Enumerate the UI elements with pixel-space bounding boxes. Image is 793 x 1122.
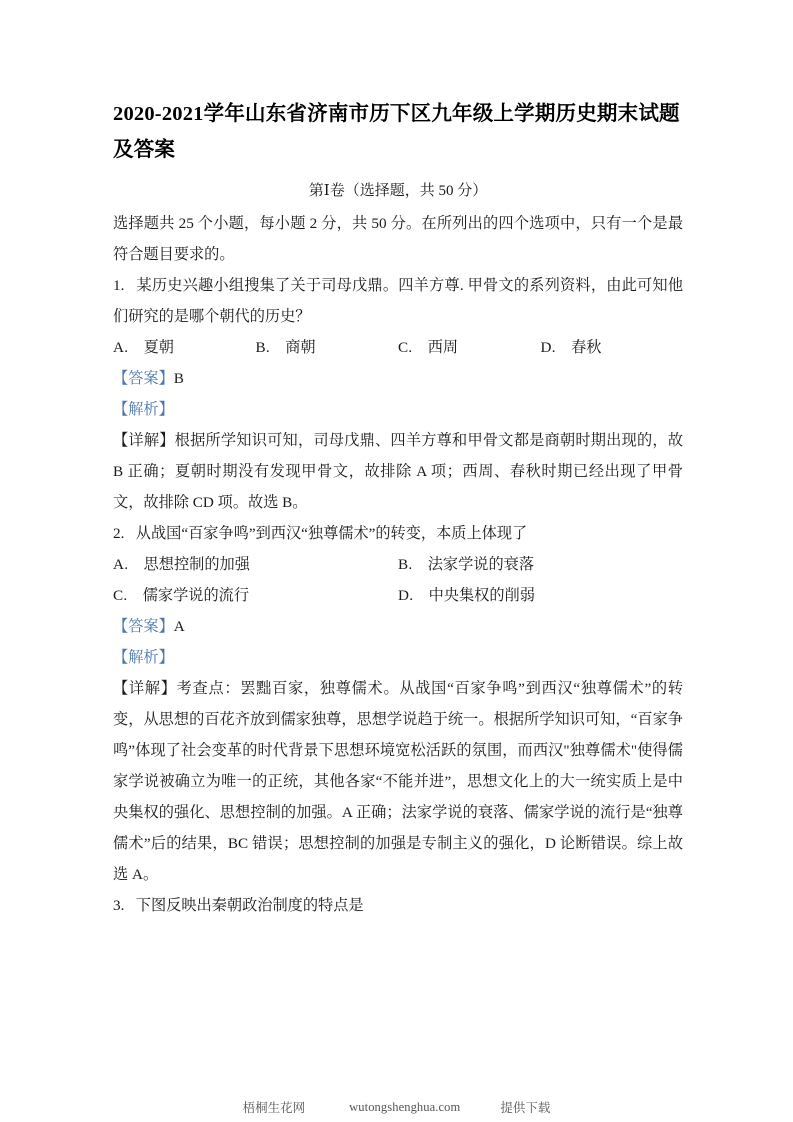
question-2-options-row-1 xyxy=(113,549,683,580)
option-letter: D. xyxy=(398,587,414,604)
question-1-option-c[interactable] xyxy=(398,332,541,363)
question-2-option-b[interactable] xyxy=(398,549,683,580)
answer-value: B xyxy=(173,370,184,387)
question-3-text: 下图反映出秦朝政治制度的特点是 xyxy=(135,897,364,914)
detail-label: 【详解】 xyxy=(113,680,177,697)
answer-label: 【答案】 xyxy=(113,618,174,635)
option-text: 法家学说的衰落 xyxy=(427,556,535,573)
footer-site-name: 梧桐生花网 xyxy=(242,1101,306,1115)
question-2-text: 从战国“百家争鸣”到西汉“独尊儒术”的转变，本质上体现了 xyxy=(135,525,528,542)
instructions-paragraph: 选择题共 25 个小题，每小题 2 分，共 50 分。在所列出的四个选项中，只有一个是最符合题目要求的。 xyxy=(113,215,683,263)
footer-url[interactable]: wutongshenghua.com xyxy=(349,1099,461,1114)
detail-text: 考查点：罢黜百家，独尊儒术。从战国“百家争鸣”到西汉“独尊儒术”的转变，从思想的百花齐放到儒家独尊，思想学说趋于统一。根据所学知识可知，“百家争鸣”体现了社会变革的时代背景下思想环境宽松活跃的氛围，而西汉"独尊儒术"使得儒家学说被确立为唯一的正统，其他各家“不能并进”，思想文化上的大一统实质上是中央集权的强化、思想控制的加强。A 正确；法家学说的衰落、儒家学说的流行是“独尊儒术”后的结果，BC 错误；思想控制的加强是专制主义的强化，D 论断错误。综上故选 A。 xyxy=(113,680,684,883)
question-2-answer xyxy=(113,611,683,642)
question-1-stem xyxy=(113,270,683,332)
option-letter: C. xyxy=(113,587,128,604)
option-letter: A. xyxy=(113,339,129,356)
question-2-options-row-2 xyxy=(113,580,683,611)
question-2-number: 2. xyxy=(113,525,125,542)
option-text: 西周 xyxy=(427,339,459,356)
question-1-option-a[interactable] xyxy=(113,332,256,363)
question-1-detail xyxy=(113,425,683,518)
option-letter: B. xyxy=(255,339,271,356)
answer-value: A xyxy=(173,618,185,635)
question-2-option-d[interactable] xyxy=(398,580,683,611)
option-text: 儒家学说的流行 xyxy=(142,587,250,604)
question-1-analysis-label xyxy=(113,394,683,425)
question-1-number: 1. xyxy=(113,277,125,294)
option-text: 中央集权的削弱 xyxy=(428,587,535,604)
footer-download-label: 提供下载 xyxy=(500,1101,551,1115)
option-letter: D. xyxy=(540,339,556,356)
question-2-option-a[interactable] xyxy=(113,549,398,580)
document-content xyxy=(113,96,683,921)
question-1-option-b[interactable] xyxy=(256,332,399,363)
option-letter: B. xyxy=(398,556,413,573)
question-1-answer xyxy=(113,363,683,394)
option-letter: C. xyxy=(398,339,413,356)
question-1-text: 某历史兴趣小组搜集了关于司母戊鼎。四羊方尊. 甲骨文的系列资料，由此可知他们研究的是哪个朝代的历史？ xyxy=(113,277,684,325)
detail-text: 根据所学知识可知，司母戊鼎、四羊方尊和甲骨文都是商朝时期出现的，故 B 正确；夏朝时期没有发现甲骨文，故排除 A 项；西周、春秋时期已经出现了甲骨文，故排除 CD 项。故选 B。 xyxy=(113,432,684,511)
question-2-detail xyxy=(113,673,683,890)
question-2-option-c[interactable] xyxy=(113,580,398,611)
option-text: 商朝 xyxy=(285,339,316,356)
question-2-analysis-label xyxy=(113,642,683,673)
analysis-label: 【解析】 xyxy=(113,649,174,666)
page-footer xyxy=(0,1098,793,1116)
analysis-label: 【解析】 xyxy=(113,401,174,418)
detail-label: 【详解】 xyxy=(113,432,175,449)
option-text: 思想控制的加强 xyxy=(143,556,250,573)
question-3-stem xyxy=(113,890,683,921)
section-heading: 第Ⅰ卷（选择题，共 50 分） xyxy=(308,183,488,199)
option-text: 夏朝 xyxy=(143,339,174,356)
question-2-stem xyxy=(113,518,683,549)
question-3-number: 3. xyxy=(113,897,125,914)
page-title: 2020-2021学年山东省济南市历下区九年级上学期历史期末试题及答案 xyxy=(113,103,680,161)
question-1-options xyxy=(113,332,683,363)
question-1-option-d[interactable] xyxy=(541,332,684,363)
option-text: 春秋 xyxy=(571,339,602,356)
answer-label: 【答案】 xyxy=(113,370,174,387)
option-letter: A. xyxy=(113,556,129,573)
